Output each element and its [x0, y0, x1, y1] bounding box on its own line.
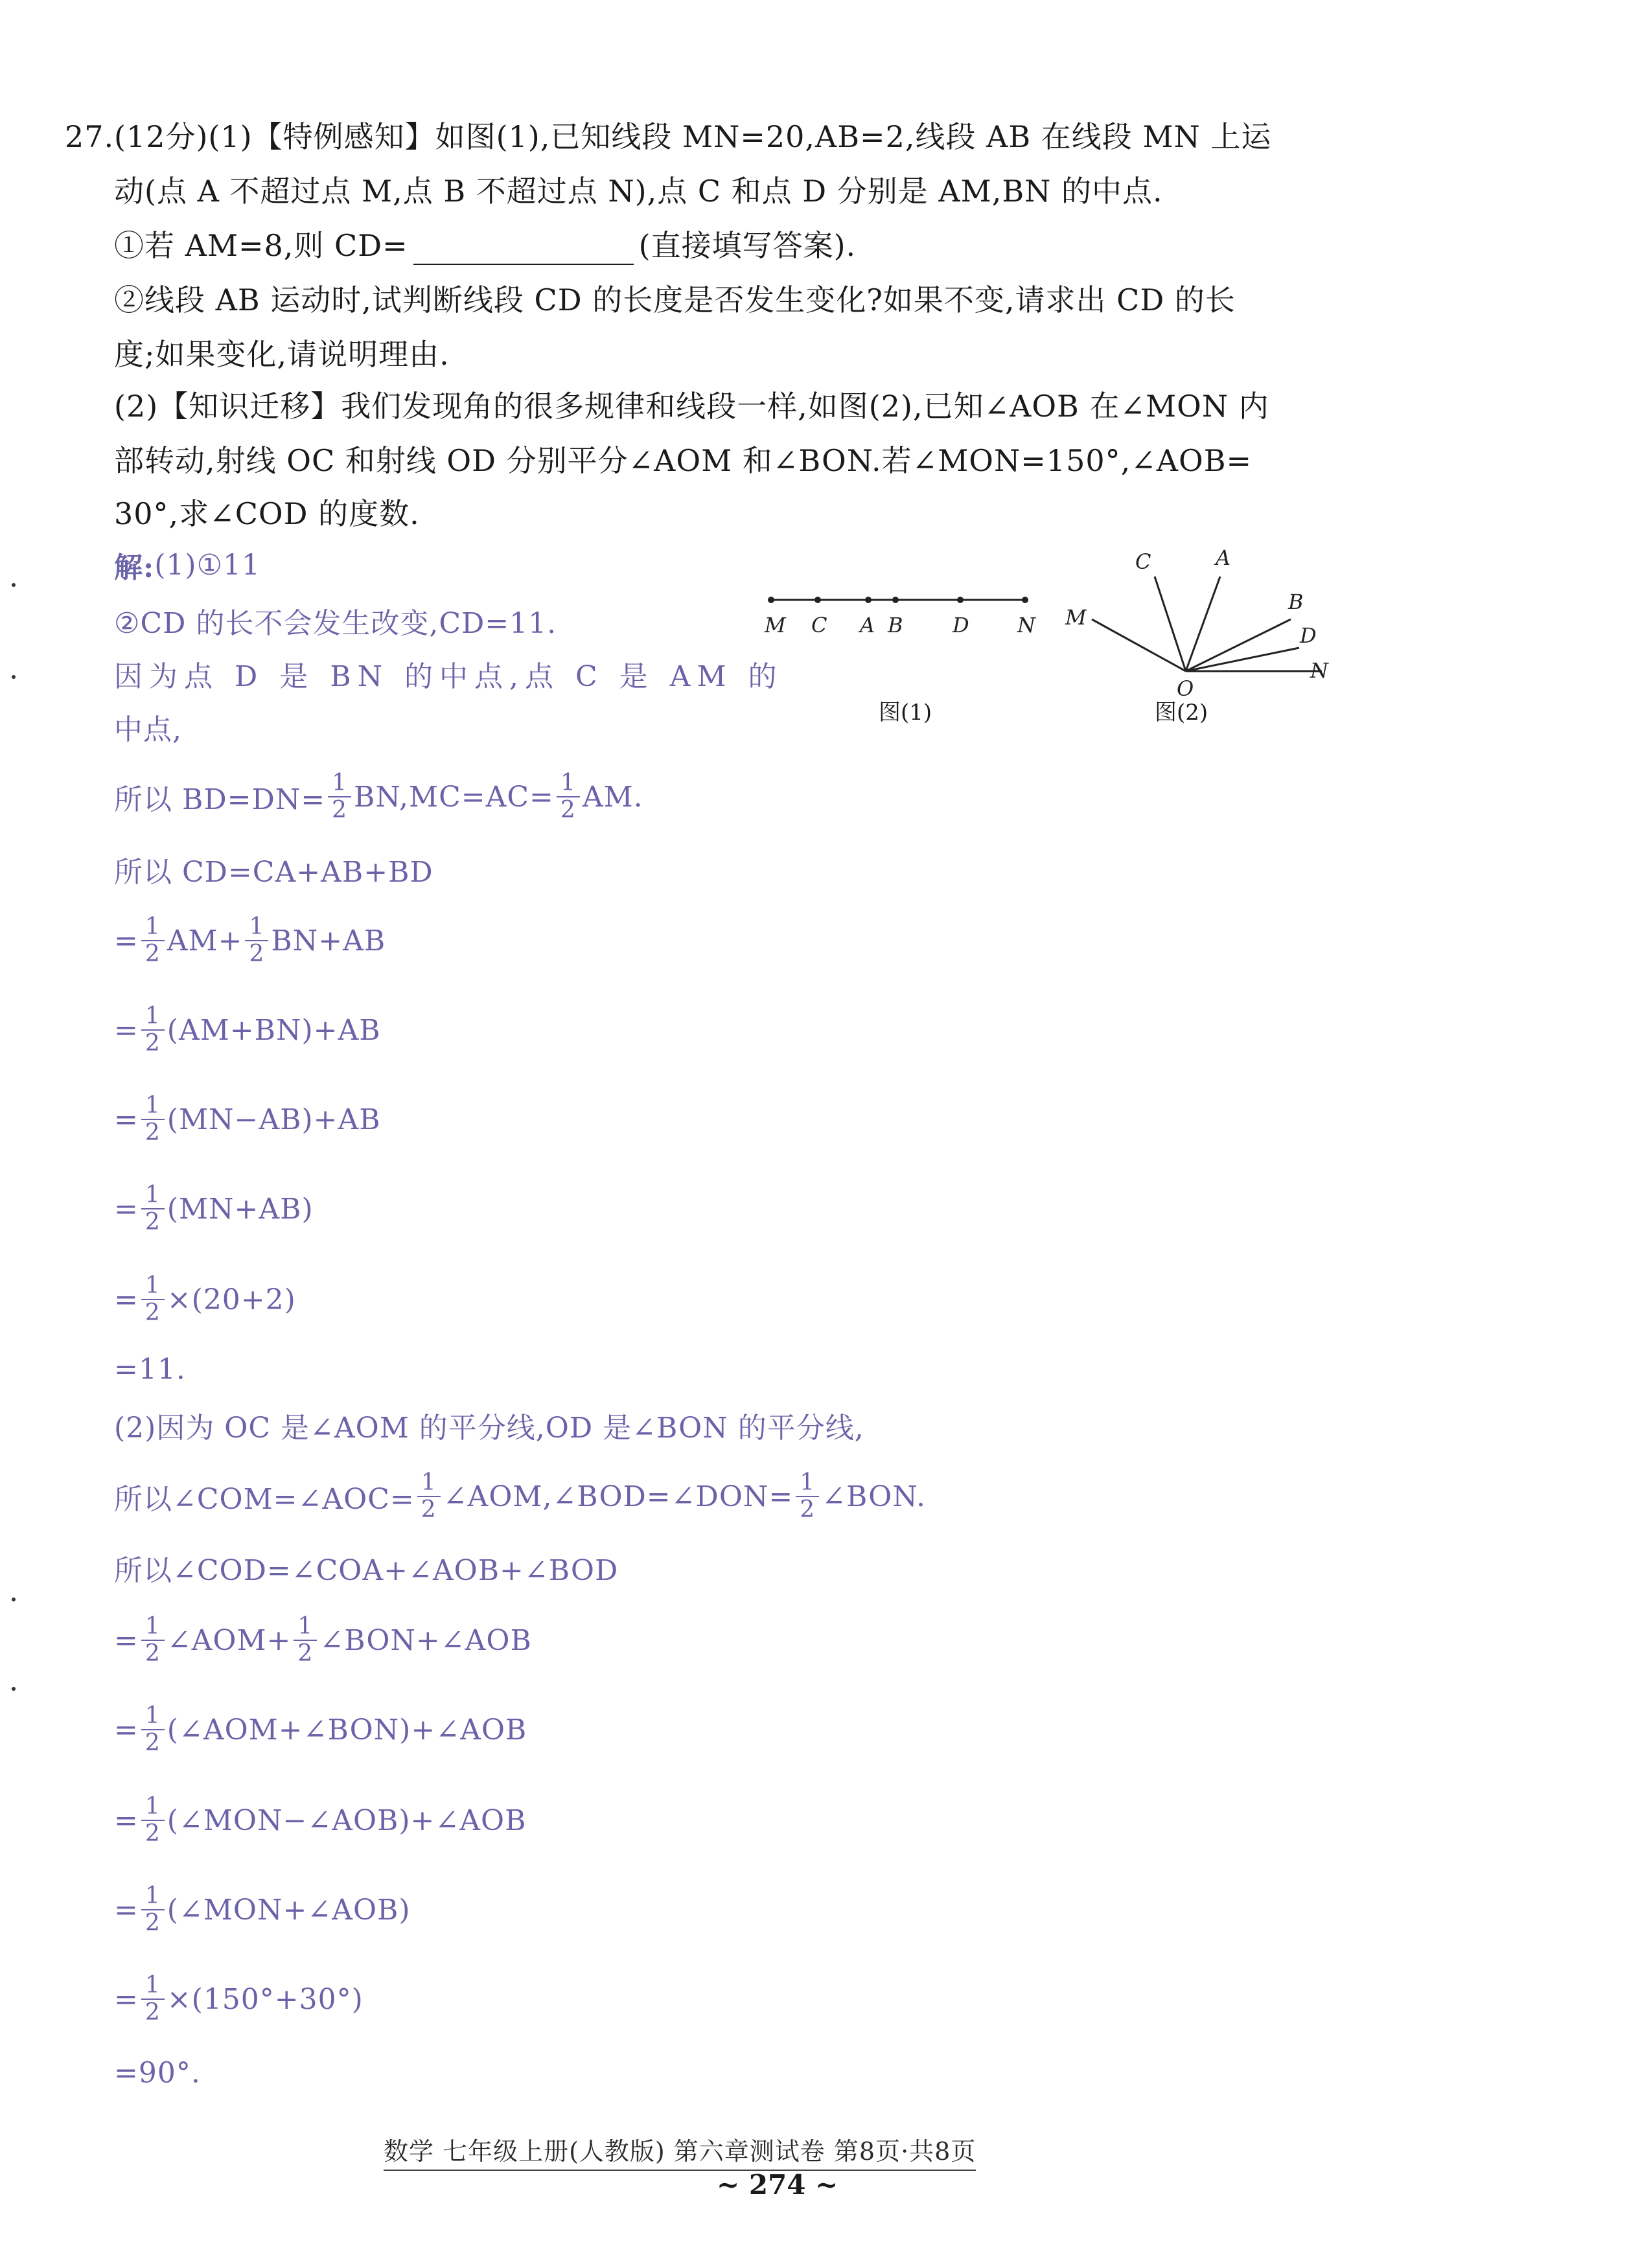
fig2-label-m: M — [1065, 605, 1087, 630]
answer-line-10: = $\frac{1}{2}$ (MN+AB) — [114, 1182, 314, 1235]
fraction-half: $\frac{1}{2}$ — [141, 1093, 165, 1146]
fraction-half: $\frac{1}{2}$ — [141, 1703, 165, 1756]
question-line-6: (2)【知识迁移】我们发现角的很多规律和线段一样,如图(2),已知∠AOB 在∠MON 内 — [114, 389, 1269, 424]
fig2-label-o: O — [1177, 676, 1194, 700]
fraction-half: $\frac{1}{2}$ — [141, 1794, 165, 1847]
figure-1-segment — [745, 577, 1043, 648]
fraction-half: $\frac{1}{2}$ — [328, 770, 351, 823]
fraction-half: $\frac{1}{2}$ — [141, 914, 165, 967]
margin-mark — [12, 1598, 16, 1601]
answer-label: 解: — [114, 551, 155, 584]
fig2-label-a: A — [1216, 545, 1231, 570]
fig2-label-n: N — [1310, 658, 1328, 683]
fraction-half: $\frac{1}{2}$ — [796, 1470, 819, 1523]
question-line-3-pre: ①若 AM=8,则 CD= — [114, 228, 408, 263]
fig1-label-b: B — [888, 613, 903, 637]
answer-blank — [413, 238, 634, 265]
fraction-half: $\frac{1}{2}$ — [141, 1973, 165, 2026]
figure-2-caption: 图(2) — [1155, 700, 1208, 726]
footer-text: 数学 七年级上册(人教版) 第六章测试卷 第8页·共8页 — [384, 2131, 976, 2171]
figure-1-caption: 图(1) — [879, 700, 932, 726]
fig2-label-c: C — [1135, 549, 1151, 574]
answer-line-8: = $\frac{1}{2}$ (AM+BN)+AB — [114, 1003, 381, 1057]
fig2-label-b: B — [1288, 590, 1304, 614]
answer-line-12: =11. — [114, 1353, 186, 1386]
answer-line-9: = $\frac{1}{2}$ (MN−AB)+AB — [114, 1092, 381, 1146]
answer-line-17: = $\frac{1}{2}$ (∠AOM+∠BON)+∠AOB — [114, 1702, 527, 1756]
question-line-7: 部转动,射线 OC 和射线 OD 分别平分∠AOM 和∠BON.若∠MON=150°,∠AOB= — [114, 443, 1253, 478]
figure-2-angles — [1056, 544, 1361, 700]
answer-text-1: (1)①11 — [154, 548, 261, 582]
fraction-half: $\frac{1}{2}$ — [245, 914, 268, 967]
answer-line-15: 所以∠COD=∠COA+∠AOB+∠BOD — [114, 1554, 619, 1587]
answer-line-19: = $\frac{1}{2}$ (∠MON+∠AOB) — [114, 1883, 411, 1936]
margin-mark — [12, 1687, 16, 1691]
answer-line-18: = $\frac{1}{2}$ (∠MON−∠AOB)+∠AOB — [114, 1793, 527, 1847]
fig1-label-d: D — [953, 613, 969, 637]
answer-line-5: 所以 BD=DN= $\frac{1}{2}$ BN,MC=AC= $\frac{1}{2}$ AM. — [114, 770, 643, 823]
question-number: 27. — [65, 119, 115, 154]
answer-line-21: =90°. — [114, 2056, 201, 2090]
fig2-label-d: D — [1300, 623, 1317, 648]
answer-line-2: ②CD 的长不会发生改变,CD=11. — [114, 607, 557, 640]
fraction-half: $\frac{1}{2}$ — [557, 770, 580, 823]
fig1-label-n: N — [1017, 613, 1035, 637]
page-number: ~ 274 ~ — [717, 2169, 838, 2201]
fraction-half: $\frac{1}{2}$ — [141, 1003, 165, 1057]
question-line-8: 30°,求∠COD 的度数. — [114, 496, 420, 531]
fraction-half: $\frac{1}{2}$ — [141, 1182, 165, 1235]
answer-line-14: 所以∠COM=∠AOC= $\frac{1}{2}$ ∠AOM,∠BOD=∠DON= $\frac{1}{2}$ ∠BON. — [114, 1469, 926, 1523]
fig1-label-a: A — [860, 613, 875, 637]
fig1-label-m: M — [765, 613, 786, 637]
question-line-5: 度;如果变化,请说明理由. — [114, 337, 450, 372]
question-line-1: (12分)(1)【特例感知】如图(1),已知线段 MN=20,AB=2,线段 AB 在线段 MN 上运 — [114, 119, 1272, 154]
answer-line-6: 所以 CD=CA+AB+BD — [114, 856, 433, 889]
question-line-3 — [114, 226, 856, 265]
question-line-4: ②线段 AB 运动时,试判断线段 CD 的长度是否发生变化?如果不变,请求出 CD 的长 — [114, 282, 1236, 317]
fig1-label-c: C — [811, 613, 827, 637]
answer-line-13: (2)因为 OC 是∠AOM 的平分线,OD 是∠BON 的平分线, — [114, 1412, 864, 1445]
answer-line-1 — [114, 544, 260, 586]
fraction-half: $\frac{1}{2}$ — [141, 1614, 165, 1667]
answer-line-4: 中点, — [114, 713, 182, 746]
fraction-half: $\frac{1}{2}$ — [294, 1614, 317, 1667]
answer-line-11: = $\frac{1}{2}$ ×(20+2) — [114, 1272, 296, 1326]
margin-mark — [12, 583, 16, 587]
answer-line-7: = $\frac{1}{2}$ AM+ $\frac{1}{2}$ BN+AB — [114, 913, 386, 967]
answer-line-20: = $\frac{1}{2}$ ×(150°+30°) — [114, 1972, 364, 2026]
question-line-3-post: (直接填写答案). — [638, 228, 857, 263]
margin-mark — [12, 675, 16, 679]
answer-line-3: 因为点 D 是 BN 的中点,点 C 是 AM 的 — [114, 660, 783, 693]
question-line-2: 动(点 A 不超过点 M,点 B 不超过点 N),点 C 和点 D 分别是 AM,BN 的中点. — [114, 174, 1163, 209]
fraction-half: $\frac{1}{2}$ — [417, 1470, 441, 1523]
fraction-half: $\frac{1}{2}$ — [141, 1883, 165, 1936]
answer-line-16: = $\frac{1}{2}$ ∠AOM+ $\frac{1}{2}$ ∠BON+∠AOB — [114, 1613, 532, 1667]
fraction-half: $\frac{1}{2}$ — [141, 1273, 165, 1326]
